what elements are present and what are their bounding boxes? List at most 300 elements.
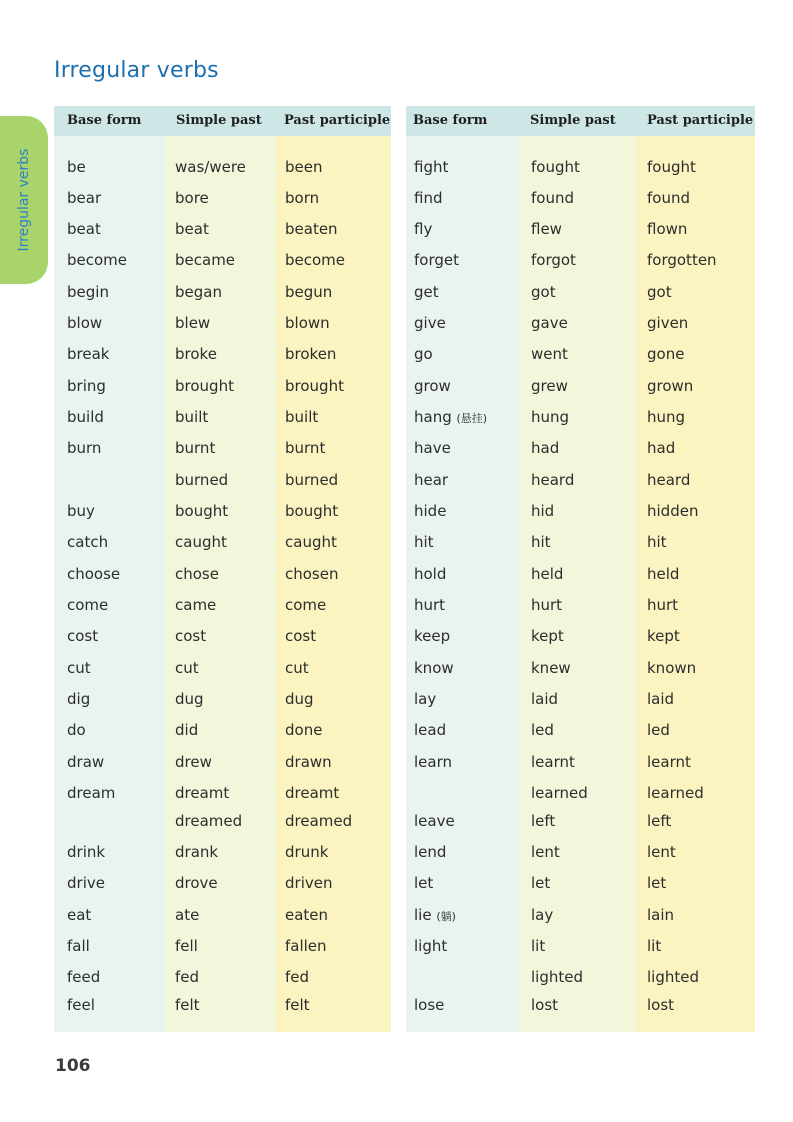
verb-text: burnt xyxy=(285,439,326,457)
verb-text: hid xyxy=(531,502,555,520)
verb-text: lead xyxy=(414,721,447,739)
cell-base-form xyxy=(414,753,452,771)
verb-text: dreamed xyxy=(285,812,353,830)
cell-past-participle xyxy=(285,753,332,771)
cell-base-form xyxy=(414,314,446,332)
verb-text: blow xyxy=(67,314,103,332)
cell-base-form xyxy=(414,843,446,861)
verb-text: drunk xyxy=(285,843,329,861)
cell-base-form xyxy=(414,408,487,426)
table-header xyxy=(406,106,755,136)
cell-past-participle xyxy=(647,906,674,924)
cell-base-form xyxy=(414,283,439,301)
cell-simple-past xyxy=(175,784,229,802)
cell-base-form xyxy=(414,874,433,892)
cell-simple-past xyxy=(175,937,198,955)
verb-text: cut xyxy=(285,659,309,677)
cell-past-participle xyxy=(285,345,336,363)
cell-past-participle xyxy=(285,843,328,861)
verb-text: dreamt xyxy=(175,784,230,802)
cell-past-participle xyxy=(647,220,687,238)
cell-simple-past xyxy=(175,345,217,363)
verb-text: leave xyxy=(414,812,455,830)
verb-text: lain xyxy=(647,906,675,924)
cell-past-participle xyxy=(285,565,338,583)
cell-past-participle xyxy=(647,471,690,489)
cell-simple-past xyxy=(175,158,246,176)
cell-simple-past xyxy=(175,659,199,677)
verb-text: went xyxy=(531,345,568,363)
cell-past-participle xyxy=(647,439,675,457)
cell-base-form xyxy=(67,753,104,771)
cell-simple-past xyxy=(175,753,212,771)
verb-text: chosen xyxy=(285,565,339,583)
header-base-form: Base form xyxy=(413,113,488,128)
verb-text: blew xyxy=(175,314,211,332)
cell-simple-past xyxy=(531,996,558,1014)
cell-simple-past xyxy=(531,314,568,332)
cell-simple-past xyxy=(175,251,235,269)
verb-text: brought xyxy=(175,377,234,395)
verb-text: cut xyxy=(67,659,91,677)
verb-text: felt xyxy=(285,996,310,1014)
verb-text: lost xyxy=(531,996,559,1014)
cell-simple-past xyxy=(175,408,208,426)
cell-past-participle xyxy=(285,996,310,1014)
cell-past-participle xyxy=(285,251,345,269)
verb-text: be xyxy=(67,158,86,176)
cell-base-form xyxy=(414,565,446,583)
cell-simple-past xyxy=(175,596,216,614)
table-header xyxy=(54,106,391,136)
verb-text: caught xyxy=(285,533,337,551)
side-tab-label: Irregular verbs xyxy=(16,148,32,252)
verb-text: go xyxy=(414,345,433,363)
cell-base-form xyxy=(67,906,91,924)
verb-text: grow xyxy=(414,377,451,395)
cell-simple-past xyxy=(531,189,574,207)
cell-simple-past xyxy=(175,565,219,583)
cell-base-form xyxy=(67,502,95,520)
header-simple-past: Simple past xyxy=(176,113,262,128)
cell-simple-past xyxy=(531,377,568,395)
verb-text: fought xyxy=(531,158,580,176)
verb-text: eaten xyxy=(285,906,329,924)
verb-text: beat xyxy=(67,220,101,238)
cell-past-participle xyxy=(285,690,314,708)
cell-base-form xyxy=(414,251,459,269)
verb-text: heard xyxy=(531,471,575,489)
verb-text: let xyxy=(414,874,434,892)
cell-base-form xyxy=(67,721,86,739)
cell-simple-past xyxy=(175,906,199,924)
verb-text: flew xyxy=(531,220,562,238)
verb-text: fallen xyxy=(285,937,327,955)
verb-text: built xyxy=(175,408,209,426)
verb-text: laid xyxy=(531,690,559,708)
cell-base-form xyxy=(67,283,109,301)
cell-simple-past xyxy=(175,314,210,332)
cell-base-form xyxy=(67,843,105,861)
verb-text: dreamed xyxy=(175,812,243,830)
verb-text: did xyxy=(175,721,199,739)
verb-text: grown xyxy=(647,377,694,395)
verb-text: burn xyxy=(67,439,102,457)
cell-base-form xyxy=(414,471,448,489)
cell-past-participle xyxy=(647,812,671,830)
cell-simple-past xyxy=(175,189,209,207)
verb-text: dreamt xyxy=(285,784,340,802)
cell-past-participle xyxy=(285,721,322,739)
cell-simple-past xyxy=(175,996,200,1014)
verb-text: beat xyxy=(175,220,209,238)
cell-past-participle xyxy=(647,533,667,551)
verb-text: led xyxy=(647,721,670,739)
cell-past-participle xyxy=(285,377,344,395)
cell-simple-past xyxy=(531,874,550,892)
verb-text: feed xyxy=(67,968,101,986)
verb-text: burned xyxy=(175,471,229,489)
verb-text: hang xyxy=(414,408,452,426)
verb-text: become xyxy=(285,251,346,269)
verb-text: given xyxy=(647,314,689,332)
cell-past-participle xyxy=(285,533,337,551)
verb-text: was/were xyxy=(175,158,246,176)
verb-text: led xyxy=(531,721,554,739)
verb-text: found xyxy=(647,189,690,207)
verb-text: fall xyxy=(67,937,90,955)
verb-text: had xyxy=(531,439,560,457)
verb-text: hung xyxy=(647,408,686,426)
verb-text: hold xyxy=(414,565,447,583)
cell-simple-past xyxy=(175,690,204,708)
verb-text: lend xyxy=(414,843,447,861)
cell-simple-past xyxy=(175,843,218,861)
verb-text: grew xyxy=(531,377,568,395)
cell-past-participle xyxy=(285,937,327,955)
verb-text: cost xyxy=(175,627,207,645)
cell-simple-past xyxy=(531,753,575,771)
cell-simple-past xyxy=(175,968,199,986)
verb-text: left xyxy=(647,812,672,830)
cell-simple-past xyxy=(531,502,554,520)
verb-text: left xyxy=(531,812,556,830)
cell-simple-past xyxy=(531,843,560,861)
cell-base-form xyxy=(67,220,101,238)
verb-text: let xyxy=(647,874,667,892)
verb-text: drawn xyxy=(285,753,332,771)
verb-text: gave xyxy=(531,314,568,332)
verb-text: forget xyxy=(414,251,459,269)
cell-past-participle xyxy=(647,659,696,677)
verb-text: drew xyxy=(175,753,212,771)
verb-text: hurt xyxy=(647,596,679,614)
verb-text: heard xyxy=(647,471,691,489)
cell-simple-past xyxy=(531,784,588,802)
verb-text: find xyxy=(414,189,443,207)
cell-past-participle xyxy=(285,659,309,677)
verb-text: cost xyxy=(67,627,99,645)
verb-text: held xyxy=(531,565,564,583)
cell-base-form xyxy=(414,721,446,739)
verb-text: learn xyxy=(414,753,452,771)
cell-simple-past xyxy=(531,596,562,614)
verb-text: flown xyxy=(647,220,688,238)
header-past-participle: Past participle xyxy=(284,113,391,128)
cell-past-participle xyxy=(647,996,674,1014)
verb-text: buy xyxy=(67,502,95,520)
cell-base-form xyxy=(67,439,101,457)
cell-base-form xyxy=(414,906,456,924)
verb-text: caught xyxy=(175,533,227,551)
cell-base-form xyxy=(67,408,104,426)
cell-past-participle xyxy=(285,596,326,614)
cell-simple-past xyxy=(175,627,206,645)
cell-base-form xyxy=(414,937,447,955)
verb-text: became xyxy=(175,251,236,269)
verb-text: lighted xyxy=(531,968,583,986)
cell-past-participle xyxy=(285,220,338,238)
cell-past-participle xyxy=(285,189,319,207)
verb-text: hear xyxy=(414,471,449,489)
verb-text: lent xyxy=(647,843,676,861)
header-base-form: Base form xyxy=(67,113,142,128)
verb-text: kept xyxy=(531,627,564,645)
verb-text: brought xyxy=(285,377,344,395)
verb-text: have xyxy=(414,439,451,457)
cell-simple-past xyxy=(531,690,558,708)
cell-base-form xyxy=(67,784,115,802)
verb-text: do xyxy=(67,721,86,739)
translation-note: (悬挂) xyxy=(456,412,488,425)
page-title: Irregular verbs xyxy=(54,58,219,83)
cell-simple-past xyxy=(175,439,215,457)
cell-past-participle xyxy=(647,721,670,739)
verb-text: bear xyxy=(67,189,102,207)
verb-text: built xyxy=(285,408,319,426)
cell-base-form xyxy=(67,874,105,892)
verb-text: dug xyxy=(285,690,314,708)
verb-text: fed xyxy=(285,968,310,986)
cell-base-form xyxy=(67,314,102,332)
cell-past-participle xyxy=(647,627,680,645)
cell-past-participle xyxy=(647,874,666,892)
cell-past-participle xyxy=(647,596,678,614)
cell-past-participle xyxy=(647,377,693,395)
verb-text: known xyxy=(647,659,697,677)
verb-text: break xyxy=(67,345,110,363)
verb-table-left xyxy=(54,106,391,1032)
cell-simple-past xyxy=(175,874,218,892)
verb-text: feel xyxy=(67,996,95,1014)
verb-text: hit xyxy=(647,533,667,551)
verb-table-right xyxy=(406,106,755,1032)
verb-text: drink xyxy=(67,843,106,861)
cell-simple-past xyxy=(531,627,564,645)
verb-text: hit xyxy=(531,533,551,551)
cell-base-form xyxy=(67,659,91,677)
cell-simple-past xyxy=(531,251,576,269)
cell-past-participle xyxy=(647,314,688,332)
verb-text: let xyxy=(531,874,551,892)
verb-text: forgot xyxy=(531,251,576,269)
verb-text: broken xyxy=(285,345,337,363)
cell-simple-past xyxy=(531,158,580,176)
verb-text: build xyxy=(67,408,104,426)
cell-past-participle xyxy=(647,408,685,426)
cell-base-form xyxy=(414,627,450,645)
verb-text: broke xyxy=(175,345,217,363)
verb-text: hung xyxy=(531,408,570,426)
verb-text: light xyxy=(414,937,448,955)
cell-base-form xyxy=(414,596,445,614)
cell-past-participle xyxy=(647,251,717,269)
cell-base-form xyxy=(67,996,95,1014)
cell-simple-past xyxy=(531,471,574,489)
verb-text: begin xyxy=(67,283,109,301)
cell-past-participle xyxy=(647,502,698,520)
verb-text: chose xyxy=(175,565,219,583)
verb-text: dig xyxy=(67,690,91,708)
cell-past-participle xyxy=(285,812,352,830)
verb-text: began xyxy=(175,283,222,301)
verb-text: know xyxy=(414,659,454,677)
verb-text: dug xyxy=(175,690,204,708)
cell-simple-past xyxy=(175,220,209,238)
verb-text: gone xyxy=(647,345,685,363)
verb-text: burnt xyxy=(175,439,216,457)
verb-text: lose xyxy=(414,996,445,1014)
verb-text: came xyxy=(175,596,217,614)
cell-past-participle xyxy=(647,565,679,583)
verb-text: hurt xyxy=(414,596,446,614)
cell-past-participle xyxy=(285,314,330,332)
verb-text: had xyxy=(647,439,676,457)
page-number: 106 xyxy=(55,1056,91,1076)
cell-simple-past xyxy=(531,565,563,583)
verb-text: been xyxy=(285,158,323,176)
verb-text: born xyxy=(285,189,320,207)
verb-text: held xyxy=(647,565,680,583)
cell-simple-past xyxy=(531,721,554,739)
verb-text: fought xyxy=(647,158,696,176)
verb-text: got xyxy=(647,283,672,301)
cell-simple-past xyxy=(531,533,551,551)
verb-text: come xyxy=(285,596,327,614)
verb-text: eat xyxy=(67,906,92,924)
verb-text: lay xyxy=(414,690,437,708)
cell-base-form xyxy=(67,533,108,551)
verb-text: bought xyxy=(175,502,229,520)
verb-text: bore xyxy=(175,189,209,207)
verb-text: forgotten xyxy=(647,251,717,269)
verb-text: learned xyxy=(531,784,588,802)
cell-base-form xyxy=(67,937,90,955)
cell-simple-past xyxy=(175,812,242,830)
verb-text: learnt xyxy=(647,753,691,771)
cell-base-form xyxy=(67,158,86,176)
verb-text: come xyxy=(67,596,109,614)
verb-text: lie xyxy=(414,906,432,924)
cell-simple-past xyxy=(175,533,227,551)
verb-text: burned xyxy=(285,471,339,489)
cell-base-form xyxy=(67,377,106,395)
verb-text: drive xyxy=(67,874,105,892)
cell-base-form xyxy=(414,996,444,1014)
cell-simple-past xyxy=(531,937,545,955)
cell-simple-past xyxy=(175,502,228,520)
cell-past-participle xyxy=(285,283,332,301)
verb-text: fight xyxy=(414,158,449,176)
cell-base-form xyxy=(67,345,109,363)
header-simple-past: Simple past xyxy=(530,113,616,128)
cell-base-form xyxy=(414,377,451,395)
verb-text: choose xyxy=(67,565,121,583)
cell-past-participle xyxy=(285,439,325,457)
header-past-participle: Past participle xyxy=(647,113,754,128)
cell-base-form xyxy=(414,812,455,830)
verb-text: hit xyxy=(414,533,434,551)
verb-text: begun xyxy=(285,283,333,301)
cell-past-participle xyxy=(285,158,323,176)
cell-past-participle xyxy=(285,408,318,426)
verb-text: fell xyxy=(175,937,198,955)
verb-text: drove xyxy=(175,874,218,892)
cell-base-form xyxy=(414,533,434,551)
verb-text: learned xyxy=(647,784,704,802)
cell-past-participle xyxy=(647,937,661,955)
verb-text: keep xyxy=(414,627,451,645)
cell-past-participle xyxy=(647,283,672,301)
cell-simple-past xyxy=(175,377,234,395)
cell-base-form xyxy=(414,345,433,363)
cell-simple-past xyxy=(175,283,222,301)
cell-past-participle xyxy=(285,874,332,892)
cell-base-form xyxy=(67,690,90,708)
cell-past-participle xyxy=(285,502,338,520)
verb-text: catch xyxy=(67,533,109,551)
cell-past-participle xyxy=(285,968,309,986)
cell-past-participle xyxy=(647,158,696,176)
cell-simple-past xyxy=(531,968,583,986)
verb-text: hide xyxy=(414,502,447,520)
verb-text: lay xyxy=(531,906,554,924)
cell-past-participle xyxy=(647,345,684,363)
cell-past-participle xyxy=(647,753,691,771)
verb-text: lit xyxy=(647,937,662,955)
cell-past-participle xyxy=(647,968,699,986)
verb-text: hidden xyxy=(647,502,699,520)
cell-simple-past xyxy=(531,659,571,677)
cell-simple-past xyxy=(175,721,198,739)
verb-text: kept xyxy=(647,627,680,645)
cell-base-form xyxy=(67,565,120,583)
verb-text: beaten xyxy=(285,220,338,238)
cell-simple-past xyxy=(531,812,555,830)
verb-text: lent xyxy=(531,843,560,861)
cell-simple-past xyxy=(531,439,559,457)
verb-text: got xyxy=(531,283,556,301)
cell-past-participle xyxy=(647,189,690,207)
verb-text: cost xyxy=(285,627,317,645)
cell-base-form xyxy=(414,439,451,457)
cell-simple-past xyxy=(531,906,553,924)
cell-past-participle xyxy=(285,627,316,645)
cell-past-participle xyxy=(285,784,339,802)
verb-text: found xyxy=(531,189,574,207)
verb-text: become xyxy=(67,251,128,269)
cell-base-form xyxy=(414,189,442,207)
